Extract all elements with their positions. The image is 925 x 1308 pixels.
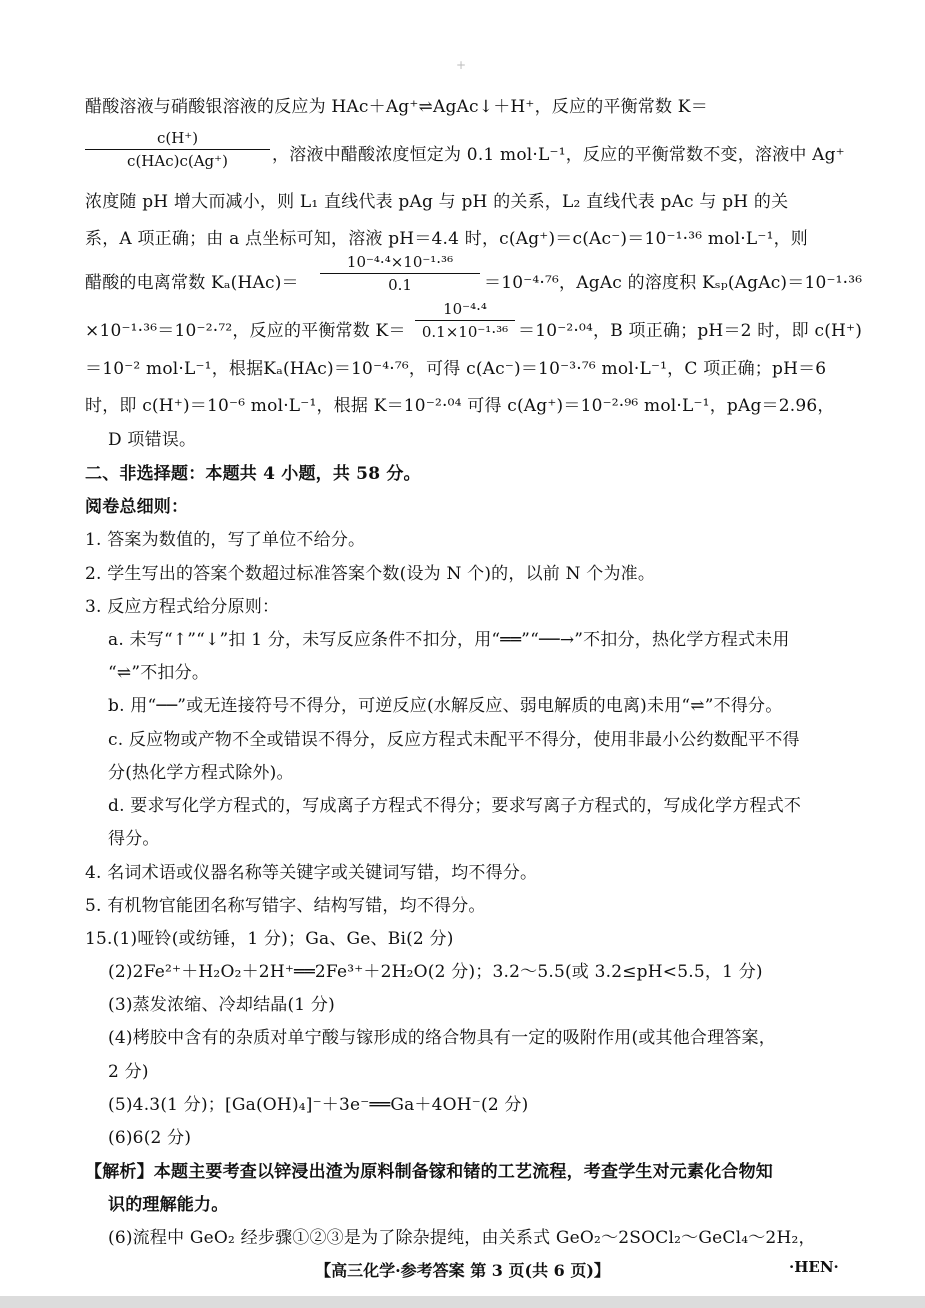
- text-line: 醋酸溶液与硝酸银溶液的反应为 HAc＋Ag⁺⇌AgAc↓＋H⁺，反应的平衡常数 K＝: [85, 97, 708, 117]
- answer-line: (3)蒸发浓缩、冷却结晶(1 分): [108, 995, 335, 1015]
- footer-code: ·HEN·: [789, 1258, 839, 1276]
- text-line: D 项错误。: [108, 430, 197, 450]
- scan-mark: +: [456, 58, 467, 72]
- answer-line: (6)6(2 分): [108, 1128, 192, 1148]
- rule-subitem: c. 反应物或产物不全或错误不得分，反应方程式未配平不得分，使用非最小公约数配平不得: [108, 730, 800, 750]
- fraction-denominator: 0.1×10⁻¹·³⁶: [421, 323, 509, 341]
- rule-subitem: b. 用“──”或无连接符号不得分，可逆反应(水解反应、弱电解质的电离)未用“⇌”不得分。: [108, 696, 783, 716]
- answer-line: (4)栲胶中含有的杂质对单宁酸与镓形成的络合物具有一定的吸附作用(或其他合理答案，: [108, 1028, 776, 1048]
- fraction-numerator: 10⁻⁴·⁴: [415, 299, 515, 321]
- text-line: 系，A 项正确；由 a 点坐标可知，溶液 pH＝4.4 时，c(Ag⁺)＝c(Ac⁻)＝10⁻¹·³⁶ mol·L⁻¹，则: [85, 229, 808, 249]
- fraction-ka: [320, 252, 480, 295]
- rule-subitem: d. 要求写化学方程式的，写成离子方程式不得分；要求写离子方程式的，写成化学方程式不: [108, 796, 802, 816]
- text-line: ＝10⁻² mol·L⁻¹，根据Kₐ(HAc)＝10⁻⁴·⁷⁶，可得 c(Ac⁻)＝10⁻³·⁷⁶ mol·L⁻¹，C 项正确；pH＝6: [85, 359, 827, 379]
- answer-line: (5)4.3(1 分)；[Ga(OH)₄]⁻＋3e⁻══Ga＋4OH⁻(2 分): [108, 1095, 529, 1115]
- rule-subitem: 得分。: [108, 829, 160, 849]
- fraction-numerator: 10⁻⁴·⁴×10⁻¹·³⁶: [320, 252, 480, 274]
- text-line: 浓度随 pH 增大而减小，则 L₁ 直线代表 pAg 与 pH 的关系，L₂ 直线代表 pAc 与 pH 的关: [85, 192, 789, 212]
- rule-subitem: “⇌”不扣分。: [108, 663, 210, 683]
- fraction-denominator: c(HAc)c(Ag⁺): [127, 152, 228, 170]
- answer-15: 15.(1)哑铃(或纺锤，1 分)；Ga、Ge、Bi(2 分): [85, 929, 454, 949]
- fraction-denominator: 0.1: [388, 276, 412, 294]
- text-line: ＝10⁻²·⁰⁴，B 项正确；pH＝2 时，即 c(H⁺): [518, 321, 863, 341]
- rules-heading: 阅卷总细则：: [85, 497, 189, 517]
- rule-item: 3. 反应方程式给分原则：: [85, 597, 280, 617]
- text-line: 醋酸的电离常数 Kₐ(HAc)＝: [85, 273, 299, 293]
- rule-item: 2. 学生写出的答案个数超过标准答案个数(设为 N 个)的，以前 N 个为准。: [85, 564, 656, 584]
- text-line: 时，即 c(H⁺)＝10⁻⁶ mol·L⁻¹，根据 K＝10⁻²·⁰⁴ 可得 c(Ag⁺)＝10⁻²·⁹⁶ mol·L⁻¹，pAg＝2.96，: [85, 396, 835, 416]
- text-line: ＝10⁻⁴·⁷⁶，AgAc 的溶度积 Kₛₚ(AgAc)＝10⁻¹·³⁶: [484, 273, 863, 293]
- analysis-heading: 【解析】本题主要考查以锌浸出渣为原料制备镓和锗的工艺流程，考查学生对元素化合物知: [85, 1162, 773, 1182]
- scan-border: [0, 1296, 925, 1308]
- rule-item: 4. 名词术语或仪器名称等关键字或关键词写错，均不得分。: [85, 863, 538, 883]
- rule-subitem: 分(热化学方程式除外)。: [108, 763, 294, 783]
- text-line: ×10⁻¹·³⁶＝10⁻²·⁷²，反应的平衡常数 K＝: [85, 321, 406, 341]
- fraction-k: [85, 128, 270, 171]
- section-heading: 二、非选择题：本题共 4 小题，共 58 分。: [85, 464, 421, 484]
- fraction-numerator: c(H⁺): [85, 128, 270, 150]
- text-line: ，溶液中醋酸浓度恒定为 0.1 mol·L⁻¹，反应的平衡常数不变，溶液中 Ag⁺: [272, 145, 845, 165]
- answer-line: 2 分): [108, 1062, 149, 1082]
- answer-line: (2)2Fe²⁺＋H₂O₂＋2H⁺══2Fe³⁺＋2H₂O(2 分)；3.2～5.5(或 3.2≤pH<5.5，1 分): [108, 962, 763, 982]
- rule-item: 5. 有机物官能团名称写错字、结构写错，均不得分。: [85, 896, 486, 916]
- analysis-line: (6)流程中 GeO₂ 经步骤①②③是为了除杂提纯，由关系式 GeO₂～2SOCl₂～GeCl₄～2H₂，: [108, 1228, 816, 1248]
- analysis-line: 识的理解能力。: [108, 1195, 229, 1215]
- fraction-k2: [415, 299, 515, 342]
- rule-item: 1. 答案为数值的，写了单位不给分。: [85, 530, 366, 550]
- page-footer: 【高三化学·参考答案 第 3 页(共 6 页)】: [315, 1261, 610, 1280]
- rule-subitem: a. 未写“↑”“↓”扣 1 分，未写反应条件不扣分，用“══”“──→”不扣分，热化学方程式未用: [108, 630, 790, 650]
